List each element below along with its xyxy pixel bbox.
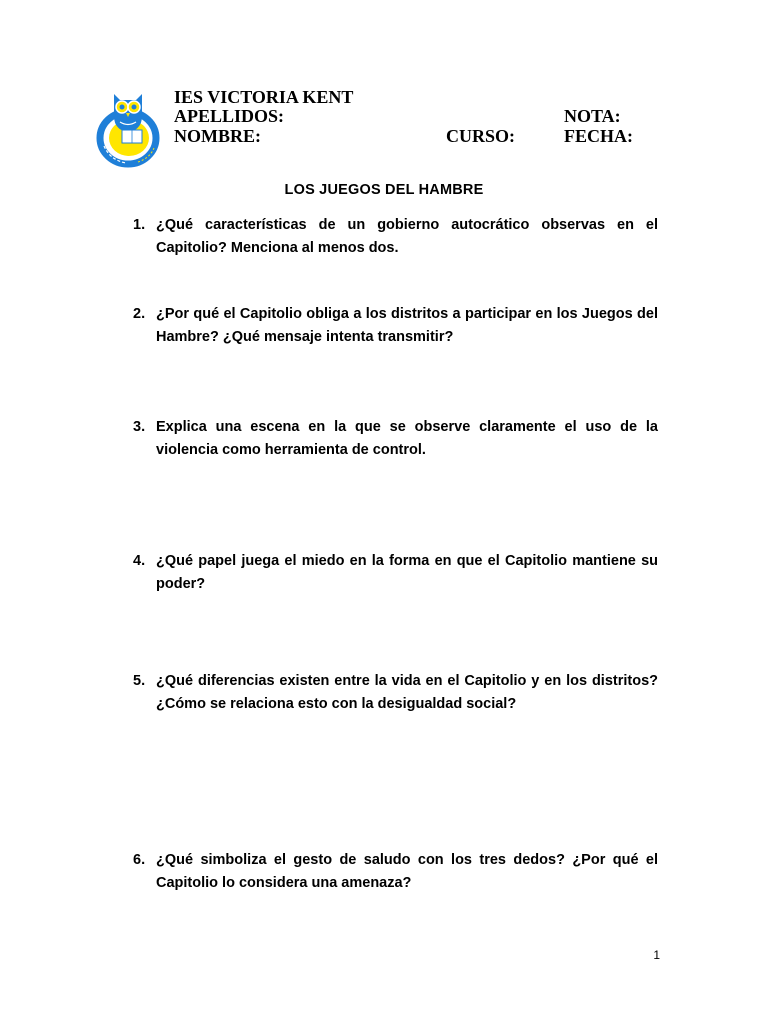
fecha-label: FECHA: bbox=[564, 126, 633, 146]
curso-label: CURSO: bbox=[446, 126, 516, 146]
question-number: 2. bbox=[133, 306, 146, 322]
nombre-label: NOMBRE: bbox=[174, 126, 261, 146]
owl-logo-icon bbox=[96, 86, 164, 168]
question-text: ¿Qué diferencias existen entre la vida en el Capitolio y en los distritos? ¿Cómo se relaciona esto con la desigualdad social? bbox=[156, 673, 658, 712]
question-number: 5. bbox=[133, 673, 146, 689]
page-number: 1 bbox=[653, 948, 660, 962]
question-text: ¿Por qué el Capitolio obliga a los distritos a participar en los Juegos del Hambre? ¿Qué mensaje intenta transmitir? bbox=[156, 306, 658, 345]
nota-label: NOTA: bbox=[564, 106, 621, 126]
question-text: ¿Qué características de un gobierno autocrático observas en el Capitolio? Menciona al menos dos. bbox=[156, 217, 658, 256]
question-number: 3. bbox=[133, 419, 146, 435]
question-number: 6. bbox=[133, 852, 146, 868]
question-number: 1. bbox=[133, 217, 146, 233]
question-number: 4. bbox=[133, 553, 146, 569]
question-text: Explica una escena en la que se observe claramente el uso de la violencia como herramienta de control. bbox=[156, 419, 658, 458]
question-text: ¿Qué papel juega el miedo en la forma en que el Capitolio mantiene su poder? bbox=[156, 553, 658, 592]
document-title: LOS JUEGOS DEL HAMBRE bbox=[284, 182, 484, 198]
school-name: IES VICTORIA KENT bbox=[174, 87, 354, 107]
apellidos-label: APELLIDOS: bbox=[174, 106, 285, 126]
question-text: ¿Qué simboliza el gesto de saludo con los tres dedos? ¿Por qué el Capitolio lo considera una amenaza? bbox=[156, 852, 658, 891]
